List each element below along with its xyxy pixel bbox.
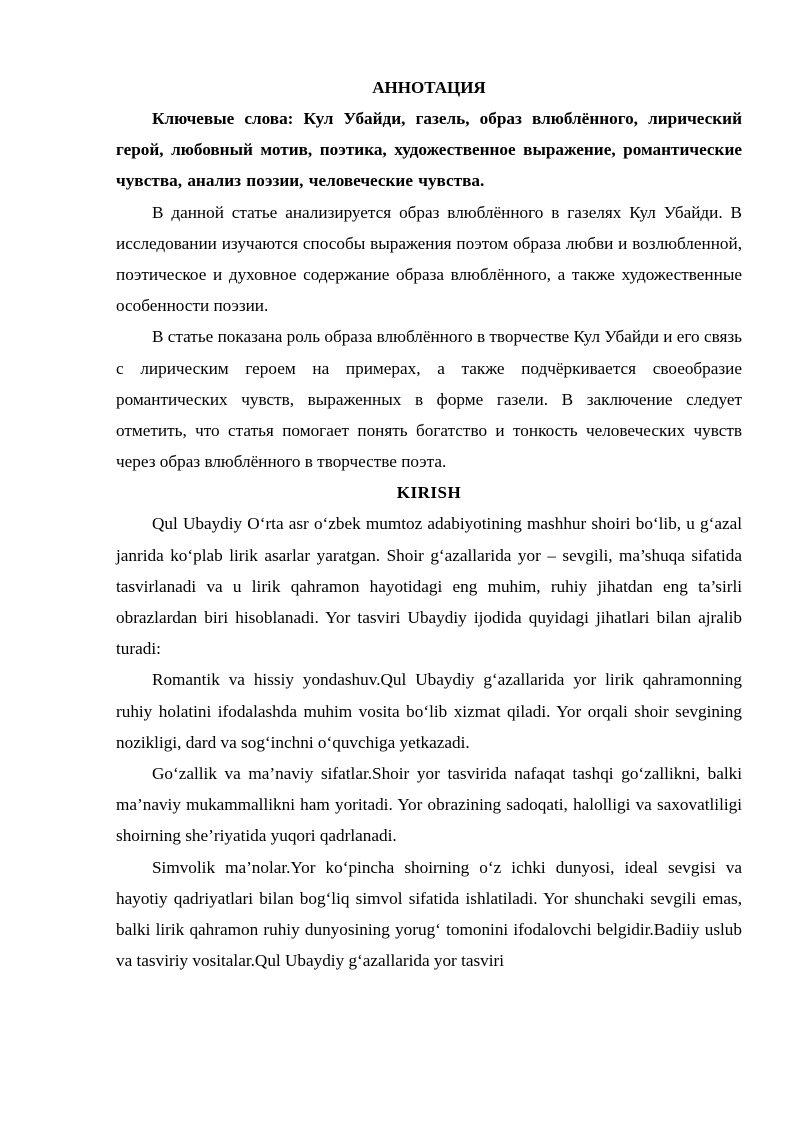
annotation-paragraph: В данной статье анализируется образ влюблённого в газелях Кул Убайди. В исследовании изучаются способы выражения поэтом образа любви и возлюбленной, поэтическое и духовное содержание образа влюблённого, а также художественные особенности поэзии.: [116, 202, 742, 316]
annotation-heading: АННОТАЦИЯ: [372, 78, 486, 97]
introduction-paragraph: Go‘zallik va ma’naviy sifatlar.Shoir yor tasvirida nafaqat tashqi go‘zallikni, balki ma’naviy mukammallikni ham yoritadi. Yor obrazining sadoqati, halolligi va saxovatliligi shoirning she’riyatida yuqori qadrlanadi.: [116, 764, 742, 846]
annotation-paragraph: В статье показана роль образа влюблённого в творчестве Кул Убайди и его связь с лирическим героем на примерах, а также подчёркивается своеобразие романтических чувств, выраженных в форме газели. В заключение следует отметить, что статья помогает понять богатство и тонкость человеческих чувств через образ влюблённого в творчестве поэта.: [116, 327, 742, 472]
introduction-heading: KIRISH: [396, 483, 462, 503]
introduction-paragraph: Simvolik ma’nolar.Yor ko‘pincha shoirning o‘z ichki dunyosi, ideal sevgisi va hayotiy qadriyatlari bilan bog‘liq simvol sifatida ishlatiladi. Yor shunchaki sevgili emas, balki lirik qahramon ruhiy dunyosining yorug‘ tomonini ifodalovchi belgidir.Badiiy uslub va tasviriy vositalar.Qul Ubaydiy g‘azallarida yor tasviri: [116, 857, 742, 971]
introduction-paragraph: Romantik va hissiy yondashuv.Qul Ubaydiy g‘azallarida yor lirik qahramonning ruhiy holatini ifodalashda muhim vosita bo‘lib xizmat qiladi. Yor orqali shoir sevgining nozikligi, dard va sog‘inchni o‘quvchiga yetkazadi.: [116, 670, 742, 752]
keywords-paragraph: Ключевые слова: Кул Убайди, газель, образ влюблённого, лирический герой, любовный мотив, поэтика, художественное выражение, романтические чувства, анализ поэзии, человеческие чувства.: [116, 109, 742, 191]
introduction-paragraph: Qul Ubaydiy O‘rta asr o‘zbek mumtoz adabiyotining mashhur shoiri bo‘lib, u g‘azal janrida ko‘plab lirik asarlar yaratgan. Shoir g‘azallarida yor – sevgili, ma’shuqa sifatida tasvirlanadi va u lirik qahramon hayotidagi eng muhim, ruhiy jihatdan eng ta’sirli obrazlardan biri hisoblanadi. Yor tasviri Ubaydiy ijodida quyidagi jihatlari bilan ajralib turadi:: [116, 514, 742, 659]
document-page: [116, 72, 742, 976]
